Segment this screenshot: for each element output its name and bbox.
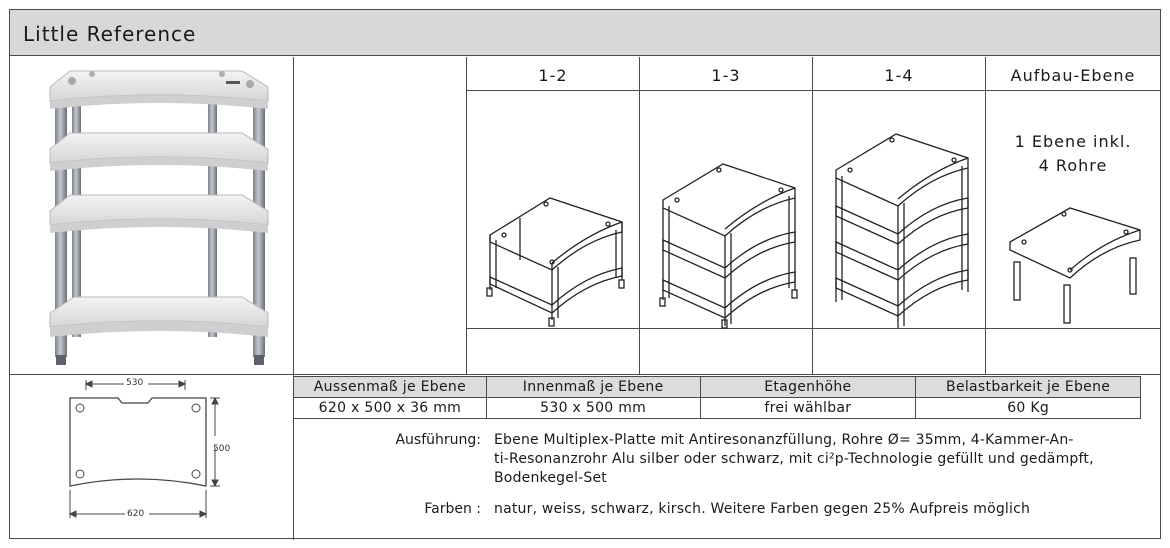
plan-width-bottom: 620 <box>127 509 145 519</box>
spec-header-etagenhoehe: Etagenhöhe <box>700 377 916 398</box>
spec-value-belastbarkeit: 60 Kg <box>916 398 1141 419</box>
aufbau-note-line-2: 4 Rohre <box>1038 156 1108 175</box>
plan-width-top: 530 <box>126 378 144 388</box>
spec-header-belastbarkeit: Belastbarkeit je Ebene <box>916 377 1141 398</box>
rack-sketch-1-4 <box>826 120 976 332</box>
col-divider-4 <box>985 57 986 374</box>
spec-value-aussenmass: 620 x 500 x 36 mm <box>294 398 487 419</box>
header-underline <box>466 90 1160 91</box>
ausfuehrung-text <box>494 431 1134 488</box>
spec-value-row <box>294 398 1141 419</box>
aufbau-ebene-sketch <box>1002 200 1152 325</box>
title-bar <box>10 10 1160 56</box>
product-title: Little Reference <box>23 22 197 46</box>
spec-header-row <box>294 377 1141 398</box>
farben-label: Farben : <box>424 501 481 517</box>
aufbau-ebene-note <box>986 130 1160 178</box>
spec-value-etagenhoehe: frei wählbar <box>700 398 916 419</box>
spec-table <box>293 376 1141 419</box>
column-header-1-4: 1-4 <box>884 66 914 85</box>
plan-height: 500 <box>213 444 231 454</box>
column-header-1-3: 1-3 <box>711 66 741 85</box>
aufbau-note-line-1: 1 Ebene inkl. <box>1014 132 1132 151</box>
rack-photo <box>10 57 293 374</box>
product-sheet <box>9 9 1161 539</box>
col-divider-2 <box>639 57 640 374</box>
rack-sketch-1-2 <box>480 180 630 330</box>
column-header-1-2: 1-2 <box>538 66 568 85</box>
ausfuehrung-line-1: Ebene Multiplex-Platte mit Antiresonanzfüllung, Rohre Ø= 35mm, 4-Kammer-An- <box>494 432 1074 448</box>
col-divider-1 <box>466 57 467 374</box>
farben-text: natur, weiss, schwarz, kirsch. Weitere Farben gegen 25% Aufpreis möglich <box>494 501 1031 517</box>
col-divider-3 <box>812 57 813 374</box>
rack-sketch-1-3 <box>660 164 797 328</box>
ausfuehrung-line-3: Bodenkegel-Set <box>494 470 607 486</box>
ausfuehrung-label: Ausführung: <box>395 432 481 448</box>
row-divider <box>10 374 1160 375</box>
spec-header-aussenmass: Aussenmaß je Ebene <box>294 377 487 398</box>
spec-header-innenmass: Innenmaß je Ebene <box>486 377 700 398</box>
ausfuehrung-line-2: ti-Resonanzrohr Alu silber oder schwarz, mit ci²p-Technologie gefüllt und gedämpft, <box>494 451 1094 467</box>
col-divider-left <box>293 57 294 540</box>
shelf-plan-drawing <box>10 376 293 540</box>
spec-value-innenmass: 530 x 500 mm <box>486 398 700 419</box>
column-header-aufbau-ebene: Aufbau-Ebene <box>1010 66 1136 85</box>
